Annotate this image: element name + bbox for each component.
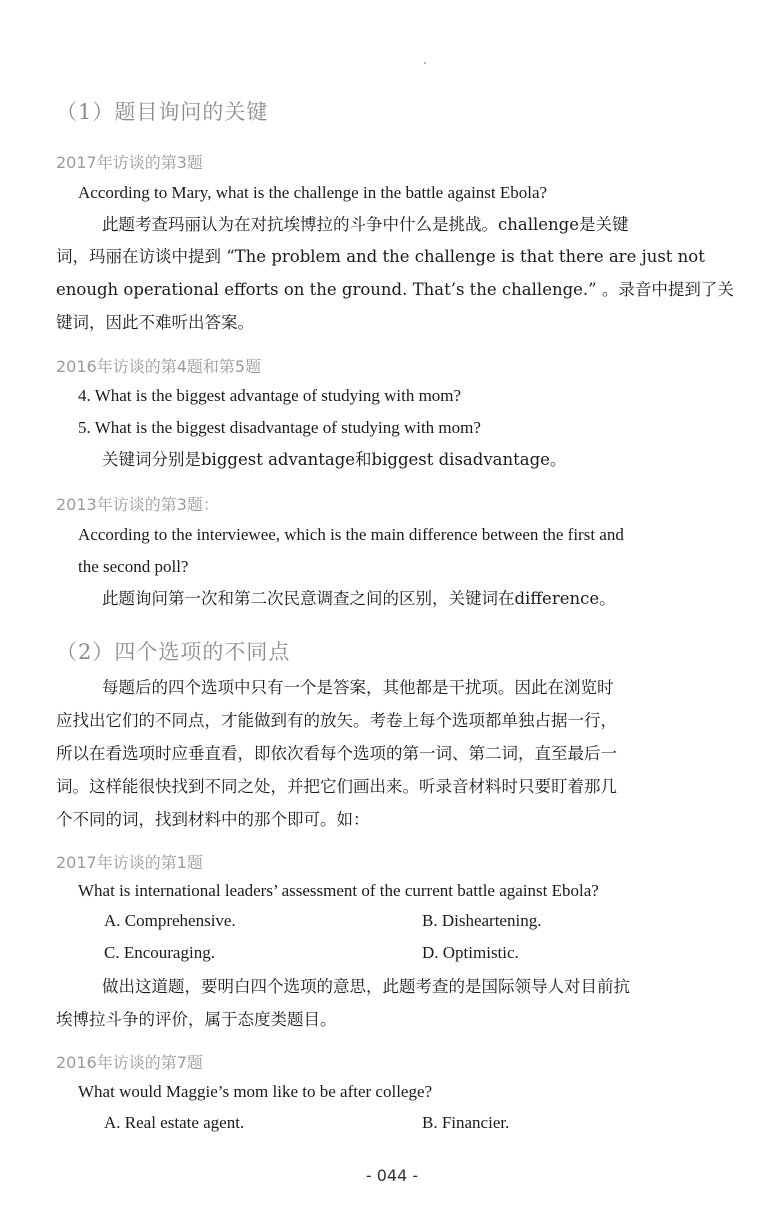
section-heading-1: （1）题目询问的关键: [56, 100, 269, 124]
option-b: B. Disheartening.: [422, 911, 542, 930]
paragraph-line: 所以在看选项时应垂直看，即依次看每个选项的第一词、第二词，直至最后一: [56, 744, 617, 763]
paragraph-line: 做出这道题，要明白四个选项的意思，此题考查的是国际领导人对目前抗: [102, 977, 630, 996]
question: 5. What is the biggest disadvantage of studying with mom?: [78, 418, 481, 437]
note: 关键词分别是biggest advantage和biggest disadvantage。: [102, 450, 567, 469]
question: What would Maggie’s mom like to be after college?: [78, 1082, 433, 1101]
speck: [424, 62, 426, 64]
source-label: 2017年访谈的第1题: [56, 853, 203, 872]
source-label: 2016年访谈的第7题: [56, 1053, 203, 1072]
question: the second poll?: [78, 557, 189, 576]
source-label: 2013年访谈的第3题：: [56, 495, 219, 514]
option-c: C. Encouraging.: [104, 943, 215, 962]
paragraph-line: 埃博拉斗争的评价，属于态度类题目。: [56, 1010, 337, 1029]
source-label: 2017年访谈的第3题: [56, 153, 203, 172]
page-number: - 044 -: [365, 1166, 419, 1185]
note: 此题询问第一次和第二次民意调查之间的区别，关键词在difference。: [102, 589, 616, 608]
option-a: A. Real estate agent.: [104, 1113, 245, 1132]
paragraph-line: 个不同的词，找到材料中的那个即可。如：: [56, 810, 370, 829]
question: According to Mary, what is the challenge in the battle against Ebola?: [78, 183, 548, 202]
paragraph-line: enough operational efforts on the ground. That’s the challenge.” 。录音中提到了关: [56, 280, 734, 299]
question: 4. What is the biggest advantage of studying with mom?: [78, 386, 462, 405]
section-heading-2: （2）四个选项的不同点: [56, 640, 291, 664]
paragraph-line: 键词，因此不难听出答案。: [56, 313, 254, 332]
paragraph-line: 词，玛丽在访谈中提到 “The problem and the challenge is that there are just not: [56, 247, 705, 266]
option-d: D. Optimistic.: [422, 943, 519, 962]
question: What is international leaders’ assessment of the current battle against Ebola?: [78, 881, 599, 900]
question: According to the interviewee, which is the main difference between the first and: [78, 525, 624, 544]
paragraph-line: 词。这样能很快找到不同之处，并把它们画出来。听录音材料时只要盯着那几: [56, 777, 617, 796]
source-label: 2016年访谈的第4题和第5题: [56, 357, 262, 376]
paragraph-line: 每题后的四个选项中只有一个是答案，其他都是干扰项。因此在浏览时: [102, 678, 614, 697]
option-b: B. Financier.: [422, 1113, 510, 1132]
paragraph-line: 此题考查玛丽认为在对抗埃博拉的斗争中什么是挑战。challenge是关键: [102, 215, 629, 234]
option-a: A. Comprehensive.: [104, 911, 236, 930]
paragraph-line: 应找出它们的不同点，才能做到有的放矢。考卷上每个选项都单独占据一行，: [56, 711, 617, 730]
